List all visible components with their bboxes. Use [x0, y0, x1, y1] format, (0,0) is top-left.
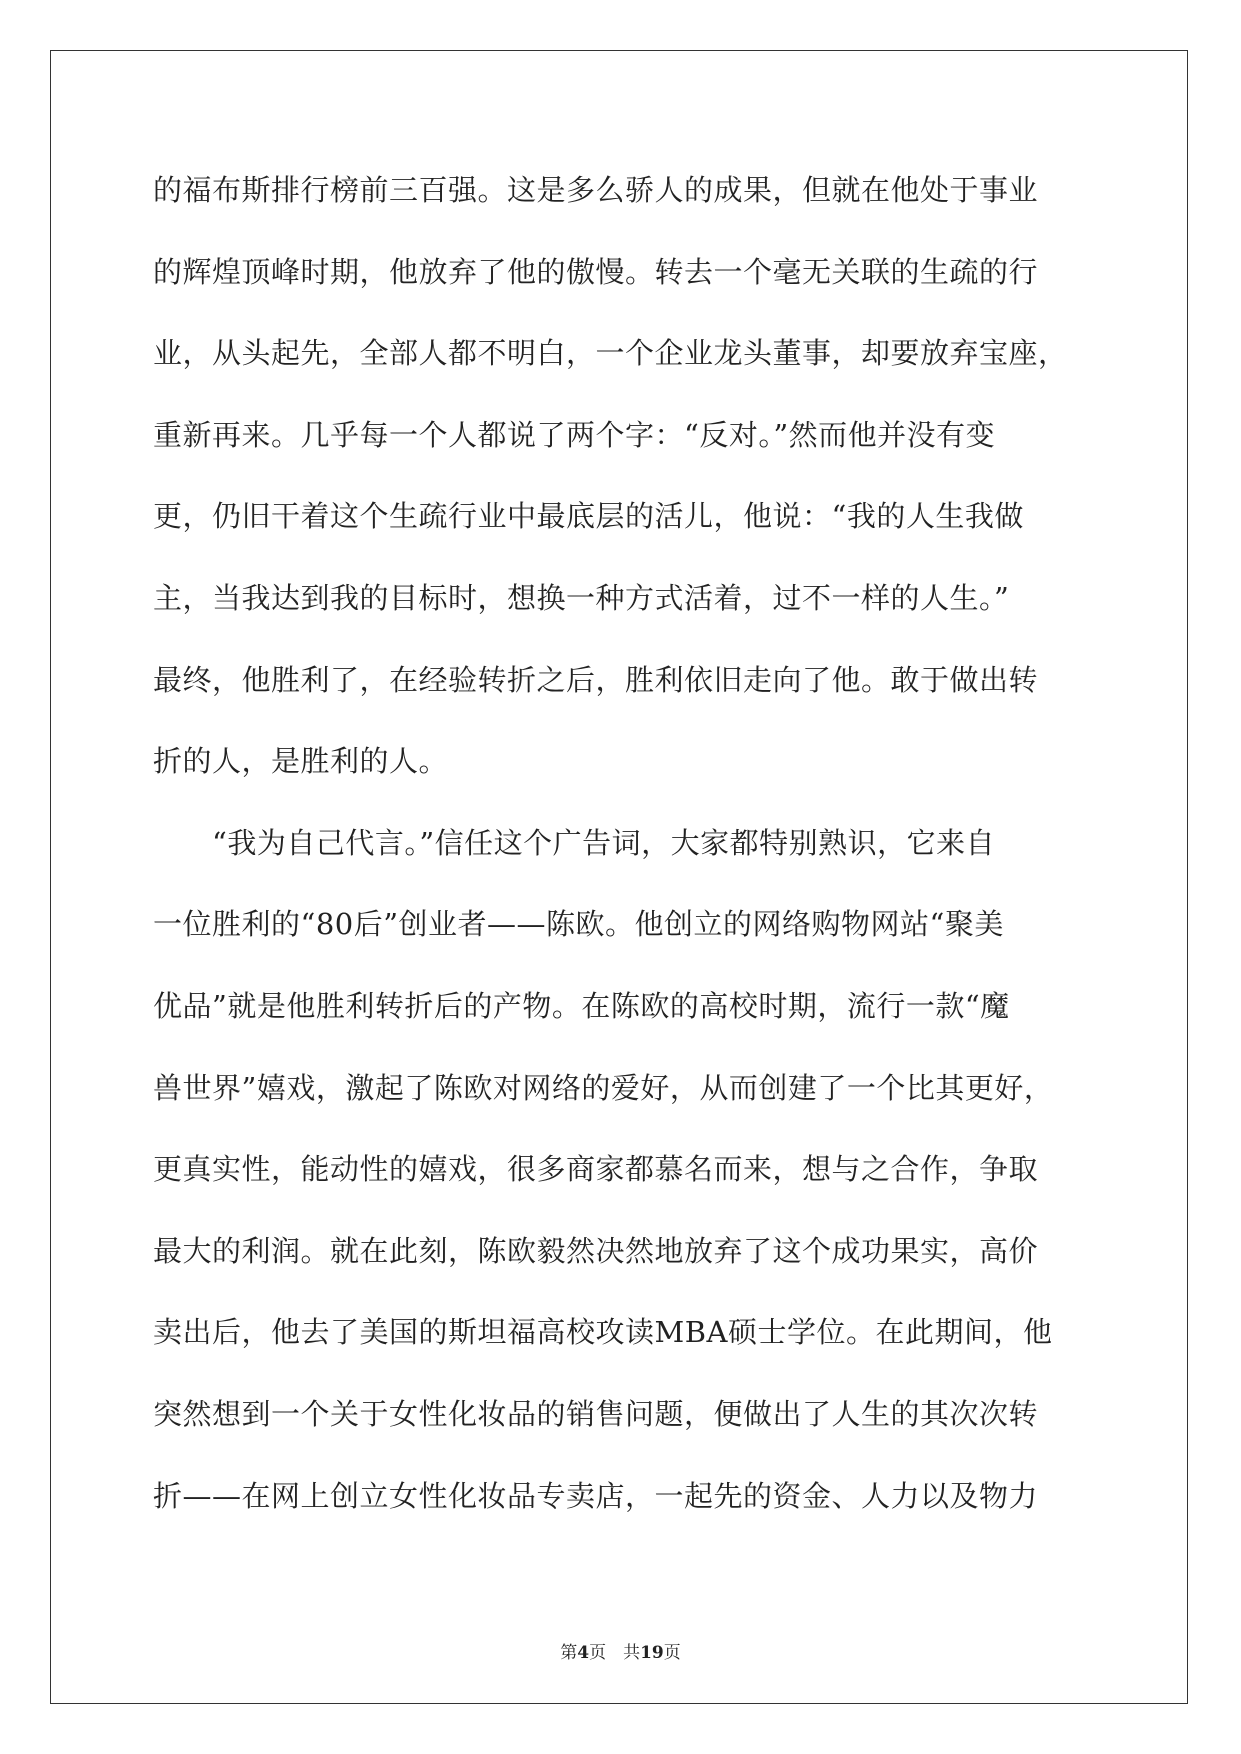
footer-mid: 页 共: [589, 1643, 641, 1663]
text-line-3: 业，从头起先，全部人都不明白，一个企业龙头董事，却要放弃宝座，: [153, 336, 1068, 371]
text-line-16: 突然想到一个关于女性化妆品的销售问题，便做出了人生的其次次转: [153, 1396, 1039, 1431]
document-body: [153, 162, 1103, 1549]
footer-prefix: 第: [560, 1643, 578, 1663]
text-line-1: 的福布斯排行榜前三百强。这是多么骄人的成果，但就在他处于事业: [153, 173, 1039, 207]
text-line-11: 优品”就是他胜利转折后的产物。在陈欧的高校时期，流行一款“魔: [153, 988, 1010, 1023]
text-line-5: 更，仍旧干着这个生疏行业中最底层的活儿，他说：“我的人生我做: [153, 499, 1024, 534]
text-line-12: 兽世界”嬉戏，激起了陈欧对网络的爱好，从而创建了一个比其更好，: [153, 1070, 1054, 1105]
text-line-14: 最大的利润。就在此刻，陈欧毅然决然地放弃了这个成功果实，高价: [153, 1233, 1039, 1268]
text-line-13: 更真实性，能动性的嬉戏，很多商家都慕名而来，想与之合作，争取: [153, 1152, 1039, 1187]
text-line-7: 最终，他胜利了，在经验转折之后，胜利依旧走向了他。敢于做出转: [153, 662, 1039, 697]
page-footer: [0, 1638, 1241, 1663]
text-line-9: “我为自己代言。”信任这个广告词，大家都特别熟识，它来自: [153, 825, 996, 860]
page-number: 4: [577, 1643, 590, 1663]
text-line-17: 折——在网上创立女性化妆品专卖店，一起先的资金、人力以及物力: [153, 1478, 1039, 1513]
text-line-4: 重新再来。几乎每一个人都说了两个字：“反对。”然而他并没有变: [153, 417, 996, 452]
footer-suffix: 页: [663, 1643, 681, 1663]
text-line-10: 一位胜利的“80后”创业者——陈欧。他创立的网络购物网站“聚美: [153, 907, 1004, 942]
text-line-15: 卖出后，他去了美国的斯坦福高校攻读MBA硕士学位。在此期间，他: [153, 1315, 1053, 1350]
text-line-8: 折的人，是胜利的人。: [153, 744, 449, 779]
text-line-6: 主，当我达到我的目标时，想换一种方式活着，过不一样的人生。”: [153, 580, 1010, 615]
total-pages: 19: [640, 1643, 664, 1663]
text-line-2: 的辉煌顶峰时期，他放弃了他的傲慢。转去一个毫无关联的生疏的行: [153, 254, 1039, 289]
